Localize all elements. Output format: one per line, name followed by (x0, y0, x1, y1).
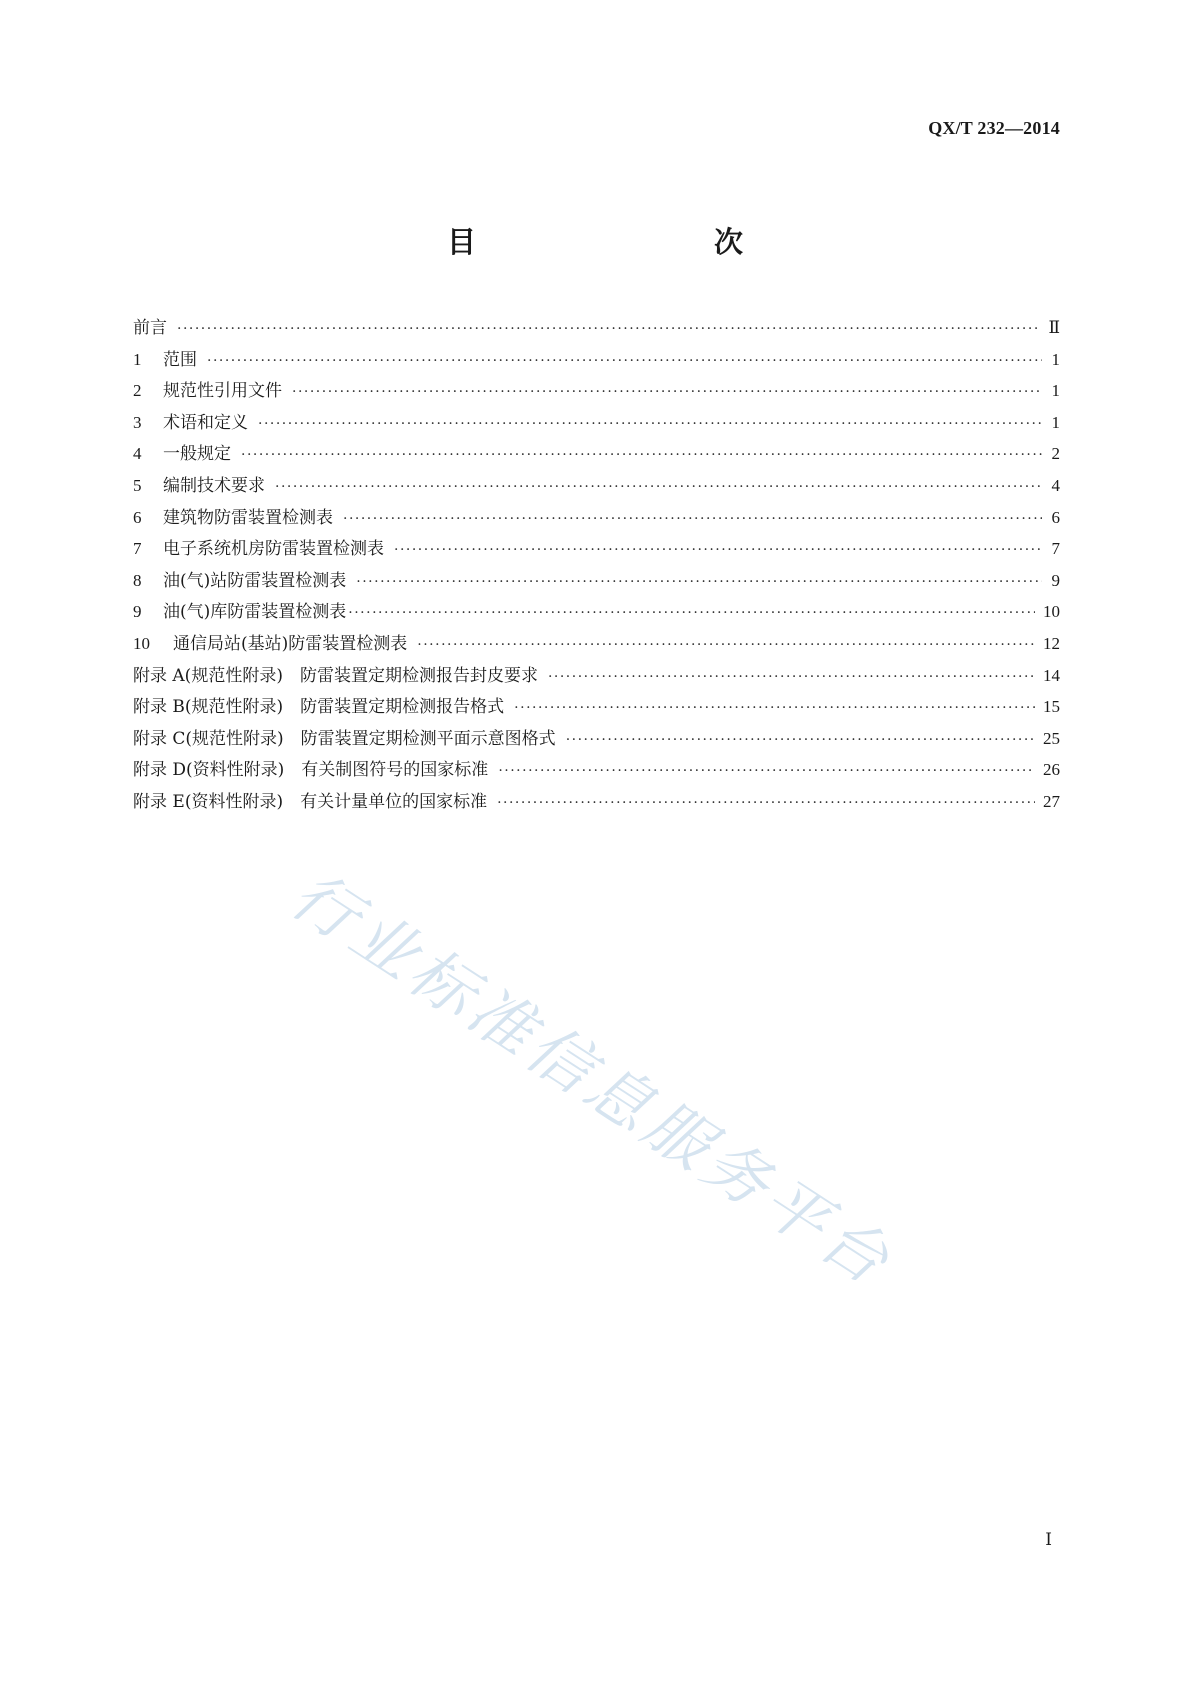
toc-entry-label: 前言 (133, 318, 167, 338)
toc-entry-page: 10 (1043, 602, 1060, 622)
toc-entry-3[interactable] (133, 407, 1060, 439)
toc-entry-5[interactable] (133, 470, 1060, 502)
toc-entry-10[interactable] (133, 628, 1060, 660)
toc-leader-dots (548, 662, 1035, 694)
toc-entry-8[interactable] (133, 565, 1060, 597)
toc-entry-page: Ⅱ (1048, 318, 1060, 337)
toc-entry-page: 27 (1043, 791, 1060, 811)
watermark: 行业标准信息服务平台 (278, 858, 906, 1302)
toc-leader-dots (177, 314, 1040, 346)
toc-entry-label: 编制技术要求 (163, 475, 265, 496)
toc-leader-dots (498, 756, 1035, 788)
toc-leader-dots (514, 693, 1035, 725)
toc-entry-appendix-b[interactable] (133, 691, 1060, 723)
toc-entry-number: 5 (133, 475, 142, 495)
toc-entry-page: 7 (1051, 539, 1060, 559)
standard-code: QX/T 232—2014 (928, 118, 1060, 138)
toc-entry-label: 油(气)库防雷装置检测表 (163, 602, 347, 623)
toc-entry-page: 2 (1051, 444, 1060, 464)
toc-entry-number: 1 (133, 349, 142, 369)
toc-entry-label: 附录 D(资料性附录) 有关制图符号的国家标准 (133, 760, 489, 781)
table-of-contents (133, 312, 1060, 818)
toc-entry-appendix-c[interactable] (133, 723, 1060, 755)
toc-entry-page: 1 (1051, 412, 1060, 432)
toc-entry-label: 建筑物防雷装置检测表 (163, 507, 333, 528)
toc-entry-appendix-d[interactable] (133, 754, 1060, 786)
toc-entry-page: 9 (1051, 570, 1060, 590)
toc-leader-dots (348, 598, 1035, 630)
toc-entry-appendix-a[interactable] (133, 660, 1060, 692)
toc-entry-9[interactable] (133, 596, 1060, 628)
toc-entry-number: 9 (133, 602, 142, 622)
toc-entry-label: 油(气)站防雷装置检测表 (163, 570, 347, 591)
toc-leader-dots (275, 472, 1042, 504)
toc-entry-label: 范围 (163, 349, 197, 370)
toc-entry-number: 10 (133, 633, 150, 653)
toc-entry-page: 6 (1051, 507, 1060, 527)
toc-entry-label: 附录 B(规范性附录) 防雷装置定期检测报告格式 (133, 697, 505, 718)
page-number: Ⅰ (1045, 1530, 1052, 1549)
toc-entry-page: 15 (1043, 697, 1060, 717)
toc-entry-label: 一般规定 (163, 444, 231, 465)
toc-entry-label: 附录 E(资料性附录) 有关计量单位的国家标准 (133, 791, 488, 812)
toc-leader-dots (241, 440, 1042, 472)
toc-entry-page: 26 (1043, 760, 1060, 780)
toc-entry-number: 2 (133, 381, 142, 401)
toc-entry-number: 4 (133, 444, 142, 464)
toc-leader-dots (258, 409, 1042, 441)
toc-leader-dots (207, 346, 1042, 378)
toc-entry-2[interactable] (133, 375, 1060, 407)
toc-leader-dots (356, 567, 1042, 599)
toc-leader-dots (292, 377, 1042, 409)
toc-entry-page: 1 (1051, 381, 1060, 401)
toc-entry-4[interactable] (133, 438, 1060, 470)
toc-entry-1[interactable] (133, 344, 1060, 376)
toc-entry-number: 3 (133, 412, 142, 432)
toc-entry-label: 规范性引用文件 (163, 381, 282, 402)
page-title: 目 次 (446, 225, 803, 259)
toc-entry-label: 术语和定义 (163, 412, 248, 433)
toc-entry-page: 14 (1043, 665, 1060, 685)
toc-entry-number: 7 (133, 539, 142, 559)
toc-entry-label: 附录 A(规范性附录) 防雷装置定期检测报告封皮要求 (133, 665, 538, 686)
toc-entry-label: 通信局站(基站)防雷装置检测表 (173, 633, 408, 654)
toc-leader-dots (394, 535, 1042, 567)
toc-entry-appendix-e[interactable] (133, 786, 1060, 818)
toc-leader-dots (417, 630, 1035, 662)
toc-entry-6[interactable] (133, 502, 1060, 534)
toc-entry-label: 附录 C(规范性附录) 防雷装置定期检测平面示意图格式 (133, 728, 556, 749)
toc-entry-number: 6 (133, 507, 142, 527)
toc-entry-label: 电子系统机房防雷装置检测表 (163, 539, 384, 560)
toc-entry-page: 4 (1051, 475, 1060, 495)
toc-entry-page: 1 (1051, 349, 1060, 369)
toc-entry-page: 12 (1043, 633, 1060, 653)
toc-leader-dots (343, 504, 1042, 536)
toc-leader-dots (566, 725, 1035, 757)
toc-entry-foreword[interactable] (133, 312, 1060, 344)
toc-entry-page: 25 (1043, 728, 1060, 748)
toc-entry-number: 8 (133, 570, 142, 590)
toc-leader-dots (497, 788, 1035, 820)
toc-entry-7[interactable] (133, 533, 1060, 565)
